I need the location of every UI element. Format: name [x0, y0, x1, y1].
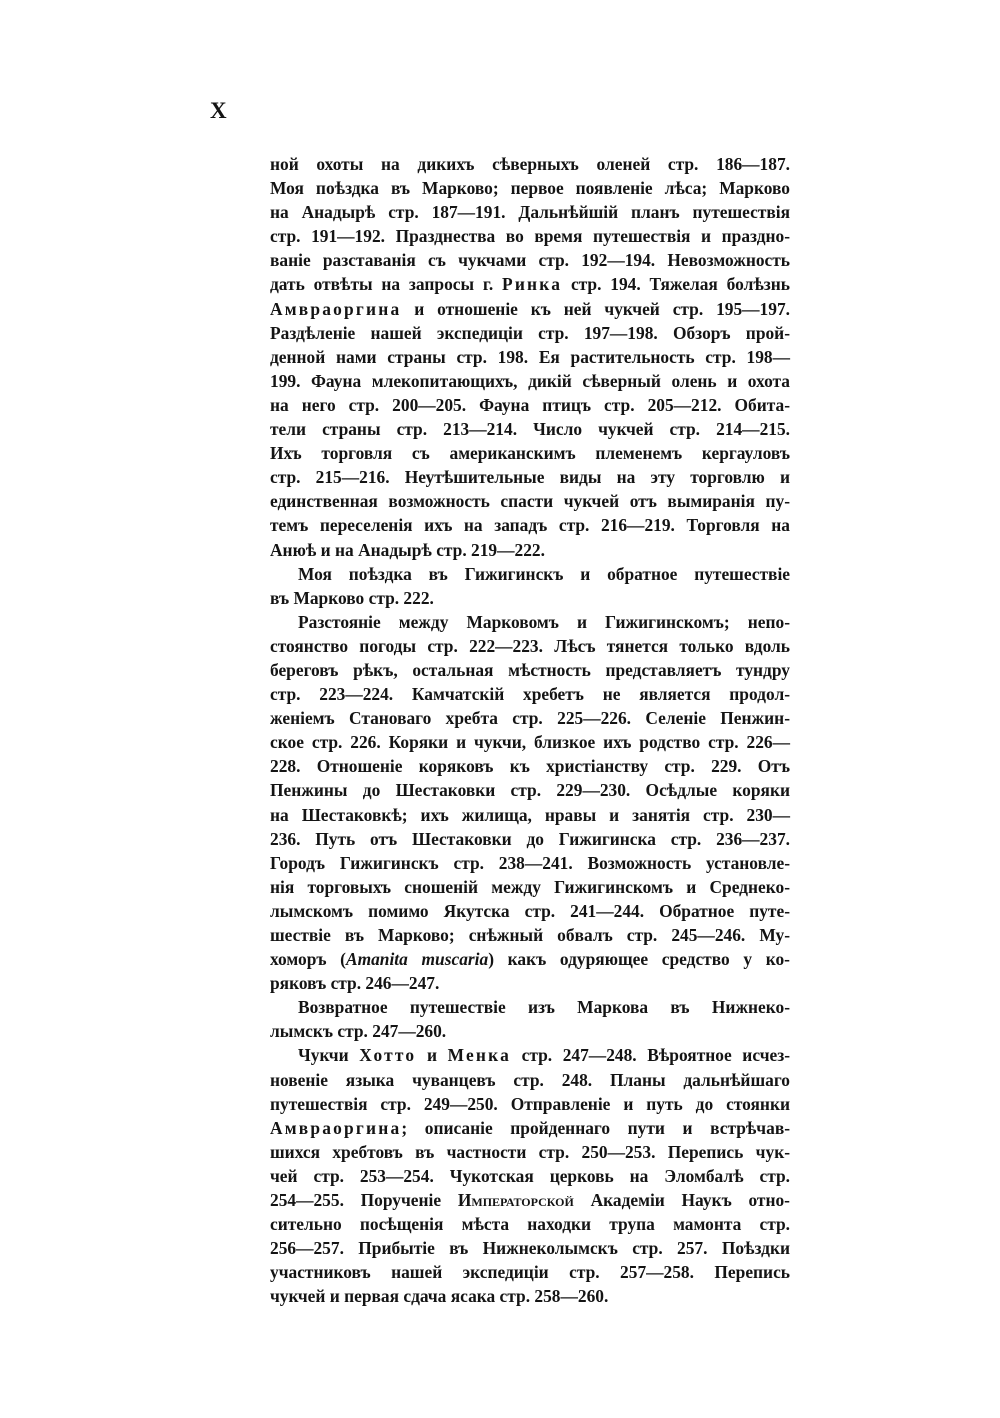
text-line: стоянство погоды стр. 222—223. Лѣсъ тянется только вдоль: [270, 635, 790, 656]
text-line: 236. Путь отъ Шестаковки до Гижигинска стр. 236—237.: [270, 828, 790, 849]
text-line: лымскъ стр. 247—260.: [270, 1021, 447, 1042]
text-line: стр. 215—216. Неутѣшительные виды на эту торговлю и: [270, 467, 790, 488]
text-line: чей стр. 253—254. Чукотская церковь на Эломбалѣ стр.: [270, 1165, 790, 1186]
spaced-name: Менка: [447, 1045, 511, 1066]
text-segment: Императорской: [457, 1190, 574, 1211]
text-segment: Академіи Наукъ отно-: [590, 1190, 790, 1211]
text-segment: хоморъ (: [270, 949, 346, 970]
text-line: шихся хребтовъ въ частности стр. 250—253. Перепись чук-: [270, 1141, 790, 1162]
text-line: на Анадырѣ стр. 187—191. Дальнѣйшій планъ путешествія: [270, 202, 790, 223]
text-line: [270, 1188, 790, 1212]
text-line: тели страны стр. 213—214. Число чукчей стр. 214—215.: [270, 419, 790, 440]
text-line: ваніе разставанія съ чукчами стр. 192—194. Невозможность: [270, 250, 790, 271]
text-line: Пенжины до Шестаковки стр. 229—230. Осѣдлые коряки: [270, 780, 790, 801]
text-line: нія торговыхъ сношеній между Гижигинскомъ и Среднеко-: [270, 876, 790, 897]
text-line: 199. Фауна млекопитающихъ, дикій сѣверный олень и охота: [270, 370, 790, 391]
text-line: на Шестаковкѣ; ихъ жилища, нравы и занятія стр. 230—: [270, 804, 790, 825]
spaced-name: Амвраоргина: [270, 1117, 402, 1138]
text-line: [270, 297, 790, 321]
text-line: Моя поѣздка въ Гижигинскъ и обратное путешествіе: [298, 563, 790, 584]
text-line: шествіе въ Марково; снѣжный обвалъ стр. 245—246. Му-: [270, 925, 790, 945]
text-line: [270, 1043, 790, 1067]
text-line: единственная возможность спасти чукчей отъ вымиранія пу-: [270, 491, 790, 512]
text-segment: и: [426, 1045, 437, 1066]
text-line: [270, 272, 790, 296]
paragraph: [270, 1043, 790, 1308]
text-line: ряковъ стр. 246—247.: [270, 973, 440, 994]
spaced-name: Амвраоргина: [270, 298, 402, 319]
text-segment: стр. 194. Тяжелая болѣзнь: [570, 274, 790, 295]
spaced-name: Хотто: [359, 1045, 417, 1066]
text-segment: стр. 247—248. Вѣроятное исчез-: [521, 1045, 790, 1066]
text-line: на него стр. 200—205. Фауна птицъ стр. 205—212. Обита-: [270, 394, 790, 415]
text-segment: ; описаніе пройденнаго пути и встрѣчав-: [401, 1117, 790, 1138]
text-line: Моя поѣздка въ Марково; первое появленіе лѣса; Марково: [270, 178, 790, 199]
text-line: [270, 1116, 790, 1140]
page-number: X: [210, 98, 228, 123]
text-line: [270, 947, 790, 971]
paragraph: [270, 610, 790, 996]
text-line: Анюѣ и на Анадырѣ стр. 219—222.: [270, 539, 545, 560]
text-segment: 254—255. Порученіе: [270, 1190, 442, 1211]
text-line: чукчей и первая сдача ясака стр. 258—260.: [270, 1286, 609, 1307]
text-line: ной охоты на дикихъ сѣверныхъ оленей стр. 186—187.: [270, 154, 790, 174]
text-line: сительно посѣщенія мѣста находки трупа мамонта стр.: [270, 1214, 790, 1235]
text-line: темъ переселенія ихъ на западъ стр. 216—219. Торговля на: [270, 515, 790, 536]
text-line: береговъ рѣкъ, остальная мѣстность представляетъ тундру: [270, 659, 790, 680]
text-line: Раздѣленіе нашей экспедиціи стр. 197—198. Обзоръ прой-: [270, 322, 790, 343]
text-line: новеніе языка чуванцевъ стр. 248. Планы дальнѣйшаго: [270, 1069, 790, 1090]
text-line: Возвратное путешествіе изъ Маркова въ Нижнеко-: [298, 997, 790, 1018]
paragraph: [270, 562, 790, 610]
text-segment: ) какъ одуряющее средство у ко-: [488, 949, 790, 970]
text-line: Городъ Гижигинскъ стр. 238—241. Возможность установле-: [270, 852, 790, 873]
text-segment: дать отвѣты на запросы г.: [270, 274, 494, 295]
latin-term: Amanita muscaria: [345, 949, 489, 970]
text-segment: Чукчи: [298, 1045, 349, 1066]
text-line: денной нами страны стр. 198. Ея растительность стр. 198—: [270, 346, 790, 367]
text-line: участниковъ нашей экспедиціи стр. 257—258. Перепись: [270, 1262, 790, 1283]
paragraph: [270, 152, 790, 562]
text-line: Ихъ торговля съ американскимъ племенемъ кергауловъ: [270, 443, 790, 464]
text-line: ское стр. 226. Коряки и чукчи, близкое ихъ родство стр. 226—: [270, 732, 790, 753]
paragraph: [270, 995, 790, 1043]
text-line: 256—257. Прибытіе въ Нижнеколымскъ стр. 257. Поѣздки: [270, 1238, 790, 1259]
text-line: Разстояніе между Марковомъ и Гижигинскомъ; непо-: [298, 611, 790, 632]
text-segment: и отношеніе къ ней чукчей стр. 195—197.: [414, 298, 790, 319]
text-line: 228. Отношеніе коряковъ къ христіанству стр. 229. Отъ: [270, 756, 790, 777]
text-line: стр. 191—192. Празднества во время путешествія и праздно-: [270, 226, 790, 247]
text-line: путешествія стр. 249—250. Отправленіе и путь до стоянки: [270, 1093, 790, 1114]
table-of-contents-text: [270, 152, 790, 1309]
text-line: женіемъ Становаго хребта стр. 225—226. Селеніе Пенжин-: [270, 708, 790, 729]
spaced-name: Ринка: [502, 274, 563, 295]
text-line: въ Марково стр. 222.: [270, 587, 434, 608]
text-line: стр. 223—224. Камчатскій хребетъ не является продол-: [270, 684, 790, 705]
text-line: лымскомъ помимо Якутска стр. 241—244. Обратное путе-: [270, 900, 790, 921]
